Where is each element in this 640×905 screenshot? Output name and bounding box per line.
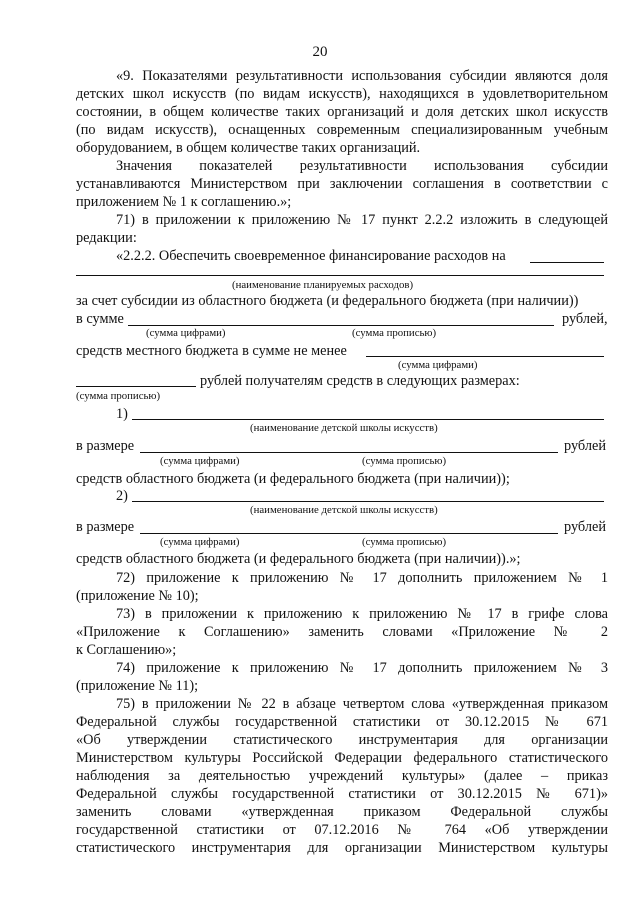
field-caption: (сумма прописью) xyxy=(362,536,447,548)
form-blank xyxy=(140,452,558,453)
text-line: в сумме xyxy=(76,311,124,327)
text-line: в размере xyxy=(76,438,135,454)
text-line: 71) в приложении к приложению № 17 пункт 2.2.2 изложить в следующей xyxy=(116,212,608,228)
form-blank xyxy=(366,356,604,357)
text-line: Федеральной службы государственной статистики от 30.12.2015 № 671 xyxy=(76,714,608,730)
field-caption: (сумма прописью) xyxy=(362,455,447,467)
field-caption: (наименование детской школы искусств) xyxy=(250,504,438,516)
form-blank xyxy=(132,419,604,420)
text-line: (по видам искусств), оснащенных современным специализированным учебным xyxy=(76,122,608,138)
text-line: «2.2.2. Обеспечить своевременное финансирование расходов на xyxy=(116,248,506,264)
text-line: Федеральной службы государственной статистики от 30.12.2015 № 671)» xyxy=(76,786,608,802)
text-line: «Приложение к Соглашению» заменить словами «Приложение № 2 xyxy=(76,624,608,640)
form-blank xyxy=(140,533,558,534)
field-caption: (сумма цифрами) xyxy=(146,327,226,339)
text-line: в размере xyxy=(76,519,135,535)
text-line: «9. Показателями результативности использования субсидии являются доля xyxy=(116,68,608,84)
text-line: (приложение № 10); xyxy=(76,588,199,604)
field-caption: (сумма цифрами) xyxy=(160,536,240,548)
field-caption: (наименование планируемых расходов) xyxy=(232,279,414,291)
text-line: детских школ искусств (по видам искусств), находящихся в удовлетворительном xyxy=(76,86,608,102)
text-line: статистического инструментария для организации Министерством культуры xyxy=(76,840,608,856)
text-line: 75) в приложении № 22 в абзаце четвертом слова «утвержденная приказом xyxy=(116,696,608,712)
page-number: 20 xyxy=(312,44,328,60)
text-line: 73) в приложении к приложению к приложению № 17 в грифе слова xyxy=(116,606,608,622)
field-caption: (сумма цифрами) xyxy=(398,359,478,371)
text-line: наблюдения за деятельностью учреждений культуры» (далее – приказ xyxy=(76,768,608,784)
text-line: приложением № 1 к соглашению.»; xyxy=(76,194,292,210)
text-line: состоянии, в общем количестве таких организаций и доля детских школ искусств xyxy=(76,104,608,120)
text-line: редакции: xyxy=(76,230,137,246)
form-blank xyxy=(76,386,196,387)
field-caption: (сумма прописью) xyxy=(76,390,161,402)
text-line: за счет субсидии из областного бюджета (и федерального бюджета (при наличии)) xyxy=(76,293,579,309)
text-line: к Соглашению»; xyxy=(76,642,177,658)
text-line: Министерством культуры Российской Федерации федерального статистического xyxy=(76,750,608,766)
text-line: устанавливаются Министерством при заключении соглашения в соответствии с xyxy=(76,176,608,192)
text-line: 2) xyxy=(116,488,128,504)
form-blank xyxy=(530,262,604,263)
text-line: средств областного бюджета (и федерального бюджета (при наличии)).»; xyxy=(76,551,521,567)
text-line: 72) приложение к приложению № 17 дополнить приложением № 1 xyxy=(116,570,608,586)
text-line: рублей xyxy=(564,519,606,535)
form-blank xyxy=(128,325,554,326)
text-line: средств областного бюджета (и федерального бюджета (при наличии)); xyxy=(76,471,510,487)
text-line: рублей, xyxy=(562,311,608,327)
text-line: Значения показателей результативности использования субсидии xyxy=(116,158,608,174)
text-line: заменить словами «утвержденная приказом Федеральной службы xyxy=(76,804,608,820)
field-caption: (сумма прописью) xyxy=(352,327,437,339)
text-line: «Об утверждении статистического инструментария для организации xyxy=(76,732,608,748)
field-caption: (сумма цифрами) xyxy=(160,455,240,467)
text-line: государственной статистики от 07.12.2016 № 764 «Об утверждении xyxy=(76,822,608,838)
form-blank xyxy=(132,501,604,502)
text-line: оборудованием, в общем количестве таких организаций. xyxy=(76,140,421,156)
text-line: средств местного бюджета в сумме не менее xyxy=(76,343,347,359)
text-line: рублей получателям средств в следующих размерах: xyxy=(200,373,520,389)
form-blank xyxy=(76,275,604,276)
text-line: 1) xyxy=(116,406,128,422)
text-line: (приложение № 11); xyxy=(76,678,199,694)
field-caption: (наименование детской школы искусств) xyxy=(250,422,438,434)
text-line: рублей xyxy=(564,438,606,454)
text-line: 74) приложение к приложению № 17 дополнить приложением № 3 xyxy=(116,660,608,676)
